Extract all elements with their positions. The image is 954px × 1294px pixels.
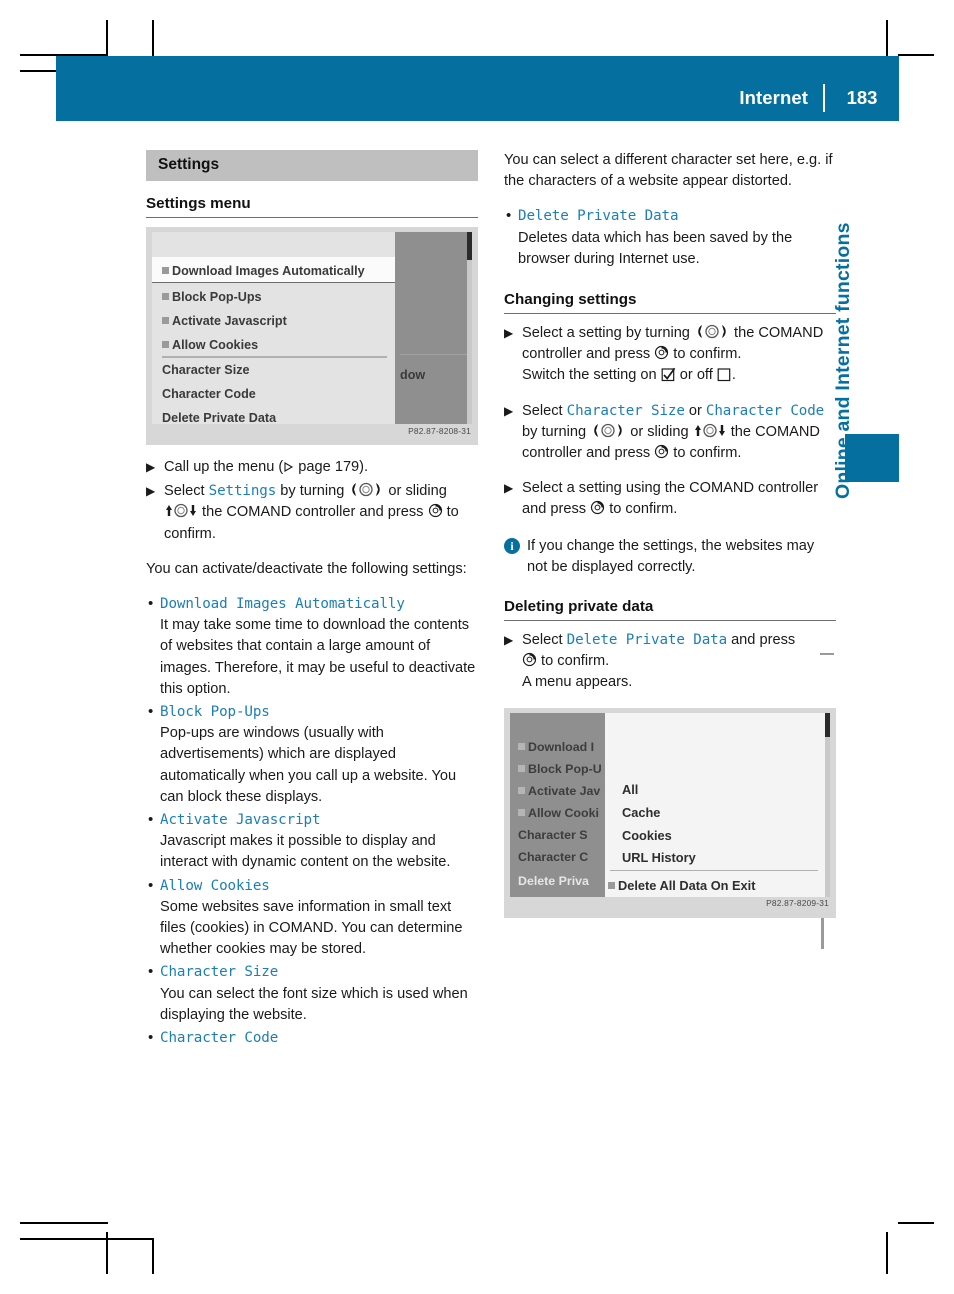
- cropmark-br-v: [886, 1232, 888, 1274]
- screen-menu-item-cookies: Cookies: [622, 827, 672, 843]
- screen-row-label: Block Pop-U: [528, 761, 602, 776]
- section-heading-settings: Settings: [146, 150, 478, 181]
- figure-caption: P82.87-8209-31: [766, 898, 829, 909]
- bullet-icon: •: [148, 595, 154, 613]
- list-item: [146, 810, 478, 831]
- screen-menu-item-cache: Cache: [622, 804, 661, 820]
- option-description: Javascript makes it possible to display and interact with dynamic content on the website.: [160, 833, 451, 871]
- screen-row-label: Download Images Automatically: [172, 264, 365, 278]
- comand-press-icon: [654, 444, 669, 459]
- option-description: It may take some time to download the contents of websites that contain a large amount of images. Therefore, it may be useful to deactivate this option.: [160, 617, 476, 697]
- checkbox-icon: [518, 809, 525, 816]
- sub-heading-settings-menu: Settings menu: [146, 195, 251, 212]
- delete-private-data-option: [504, 206, 836, 270]
- screen-row-block-popups: [518, 759, 602, 780]
- option-description: Some websites save information in small text files (cookies) in COMAND. You can determine whether cookies may be stored.: [160, 898, 463, 958]
- step-text-part: to confirm.: [669, 445, 742, 462]
- step-arrow-icon: ▶: [146, 484, 156, 499]
- figure-caption: P82.87-8208-31: [408, 425, 471, 436]
- checkbox-icon: [608, 882, 615, 889]
- screen-row-label: Allow Cooki: [528, 805, 599, 820]
- figure-settings-menu-screen: [152, 232, 472, 424]
- bullet-icon: •: [506, 207, 512, 225]
- figure-delete-screen: [510, 713, 830, 897]
- bullet-icon: •: [148, 876, 154, 894]
- step-call-up-menu: [146, 457, 478, 478]
- page-title: Internet: [739, 87, 808, 108]
- screen-right-panel: [395, 232, 467, 424]
- page-number: 183: [846, 87, 878, 108]
- comand-turn-icon: [590, 423, 626, 438]
- screen-row-label: Activate Jav: [528, 783, 601, 798]
- step-text-part: the COMAND controller and press: [522, 423, 820, 462]
- screen-row-delete-private-data: [162, 408, 276, 424]
- list-item: [146, 1028, 478, 1049]
- option-term: Allow Cookies: [160, 877, 270, 894]
- screen-row-character-code: [162, 384, 256, 405]
- sub-heading-deleting-private-data: Deleting private data: [504, 598, 654, 616]
- option-term: Activate Javascript: [160, 812, 321, 829]
- figure-settings-menu: [146, 227, 478, 445]
- step-arrow-icon: ▶: [504, 403, 514, 418]
- step-arrow-icon: ▶: [146, 460, 156, 474]
- step-text: Select Settings by turning or sliding the COMAND controller and press to confirm.: [164, 483, 459, 542]
- checkbox-icon: [162, 267, 169, 274]
- info-note-text: If you change the settings, the websites may not be displayed correctly.: [527, 537, 815, 575]
- cropmark-bl-h2: [20, 1238, 154, 1240]
- step-text-part: Select a setting by turning: [522, 325, 694, 342]
- screen-row-character-size: [162, 360, 250, 381]
- screen-row-character-size: [518, 825, 588, 846]
- screen-row-label: Allow Cookies: [172, 338, 259, 352]
- cropmark-bl-v2: [152, 1238, 154, 1274]
- heading-rule: [504, 313, 836, 314]
- screen-row-block-popups: [162, 287, 262, 308]
- screen-list-separator: [162, 356, 387, 358]
- side-tab-label: Online and Internet functions: [832, 222, 854, 499]
- left-column: [146, 150, 478, 1049]
- comand-press-icon: [654, 345, 669, 360]
- step-delete-private-data: [504, 630, 836, 694]
- cropmark-br-h: [898, 1222, 934, 1224]
- screen-row-delete-private-data: [518, 871, 589, 892]
- heading-rule: [504, 620, 836, 621]
- list-item: [504, 206, 836, 227]
- screen-row-download-images: [162, 261, 365, 282]
- checkbox-checked-icon: [661, 367, 676, 382]
- step-text-part: A menu appears.: [522, 674, 633, 691]
- settings-option-list: [146, 594, 478, 1049]
- step-text-part: or sliding: [626, 423, 693, 440]
- screen-menu-item-url-history: URL History: [622, 849, 696, 865]
- screen-row-label: Activate Javascript: [172, 314, 287, 328]
- step-text: [522, 325, 823, 383]
- step-arrow-icon: ▶: [504, 326, 514, 341]
- screen-side-fragment: dow: [400, 368, 426, 382]
- step-text-part: .: [731, 367, 736, 384]
- step-text-part: or: [684, 402, 706, 419]
- step-arrow-icon: ▶: [504, 633, 514, 648]
- step-text: [522, 632, 795, 690]
- screen-row-allow-cookies: [518, 803, 599, 824]
- step-text-part: Select: [522, 402, 567, 419]
- comand-turn-icon: [694, 324, 730, 339]
- cropmark-tl-v2: [152, 20, 154, 60]
- step-text-part: by turning: [522, 423, 591, 440]
- screen-row-label: Block Pop-Ups: [172, 290, 262, 304]
- screen-row-label: Character C: [518, 849, 589, 864]
- bullet-icon: •: [148, 1029, 154, 1047]
- right-column: [504, 150, 836, 930]
- comand-press-icon: [590, 500, 605, 515]
- info-note: [504, 536, 836, 578]
- step-text-part: to confirm.: [605, 501, 678, 518]
- step-select-setting-confirm: [504, 478, 836, 520]
- intro-paragraph: You can activate/deactivate the following settings:: [146, 560, 467, 577]
- checkbox-icon: [162, 317, 169, 324]
- option-term: Delete Private Data: [518, 208, 679, 225]
- header-inner: [739, 81, 899, 115]
- option-term: Download Images Automatically: [160, 596, 405, 613]
- option-description: You can select the font size which is used when displaying the website.: [160, 985, 468, 1023]
- page-ref-arrow-icon: [283, 461, 294, 473]
- screen-faint-rule: [400, 354, 468, 355]
- screen-row-label: Delete Priva: [518, 873, 589, 888]
- step-text-part: and press: [727, 632, 796, 649]
- sub-heading-changing-settings: Changing settings: [504, 291, 637, 309]
- ui-term-delete-private-data: Delete Private Data: [566, 632, 728, 649]
- step-text: [522, 403, 824, 461]
- step-text: Call up the menu ( page 179).: [164, 459, 369, 475]
- ui-term-settings-visible: Settings: [208, 483, 277, 500]
- ui-term-character-size: Character Size: [566, 402, 685, 419]
- screen-scrollbar-thumb: [467, 232, 472, 260]
- checkbox-unchecked-icon: [717, 367, 732, 382]
- step-text-part: Switch the setting on: [522, 367, 661, 384]
- checkbox-icon: [518, 765, 525, 772]
- step-text-part: to confirm.: [669, 346, 742, 363]
- step-text-part: Select: [522, 632, 567, 649]
- continued-paragraph: You can select a different character set here, e.g. if the characters of a website appear distorted.: [504, 152, 833, 190]
- info-icon: i: [504, 538, 520, 554]
- list-item: [146, 876, 478, 897]
- screen-scrollbar-thumb: [825, 713, 830, 737]
- option-term: Character Size: [160, 964, 279, 981]
- checkbox-icon: [162, 293, 169, 300]
- option-term: Character Code: [160, 1030, 279, 1047]
- comand-press-icon: [428, 503, 443, 518]
- checkbox-icon: [162, 341, 169, 348]
- bullet-icon: •: [148, 811, 154, 829]
- screen-row-label: Character Size: [162, 363, 250, 377]
- step-select-setting-turn: [504, 323, 836, 387]
- step-text-part: to confirm.: [537, 653, 610, 670]
- screen-menu-separator: [610, 870, 818, 871]
- page-header-bar: [56, 56, 899, 121]
- option-description: Pop-ups are windows (usually with advertisements) which are displayed automatically when you call up a website. You can block these displays.: [160, 725, 457, 805]
- step-arrow-icon: ▶: [504, 481, 514, 496]
- step-text-part: or off: [675, 367, 717, 384]
- cropmark-bl-h: [20, 1222, 108, 1224]
- cropmark-tr-v: [886, 20, 888, 60]
- screen-row-activate-javascript: [162, 311, 287, 332]
- option-term: Block Pop-Ups: [160, 704, 270, 721]
- cropmark-tr-h: [898, 54, 934, 56]
- screen-menu-item-all: All: [622, 781, 639, 797]
- ui-term-character-code: Character Code: [705, 402, 825, 419]
- list-item: [146, 962, 478, 983]
- figure-delete-private-data: [504, 708, 836, 918]
- step-text-part: the COMAND controller and press: [522, 325, 824, 363]
- comand-slide-icon: [164, 503, 198, 518]
- screen-menu-item-delete-all-on-exit: [608, 875, 756, 896]
- screen-row-label: Character S: [518, 827, 588, 842]
- screen-scrollbar-track: [825, 713, 830, 897]
- comand-slide-icon: [693, 423, 727, 438]
- screen-row-character-code: [518, 847, 588, 868]
- screen-scrollbar-track: [467, 232, 472, 424]
- list-item: [146, 594, 478, 615]
- screen-row-download-images: [518, 737, 594, 758]
- step-select-character-size-code: [504, 401, 836, 465]
- comand-turn-icon: [348, 482, 384, 497]
- screen-row-activate-javascript: [518, 781, 600, 802]
- bullet-icon: •: [148, 963, 154, 981]
- comand-press-icon: [522, 652, 537, 667]
- option-description: Deletes data which has been saved by the browser during Internet use.: [518, 229, 793, 267]
- screen-row-label: Character Code: [162, 387, 256, 401]
- heading-rule: [146, 217, 478, 218]
- screen-row-label: Download I: [528, 739, 595, 754]
- screen-row-label: Delete Private Data: [162, 411, 277, 424]
- screen-row-label: Delete All Data On Exit: [618, 877, 756, 893]
- checkbox-icon: [518, 787, 525, 794]
- step-text: [522, 480, 818, 517]
- screen-row-allow-cookies: [162, 335, 258, 356]
- bullet-icon: •: [148, 703, 154, 721]
- checkbox-icon: [518, 743, 525, 750]
- step-text-part: Select a setting using the COMAND controller and press: [522, 480, 819, 518]
- list-item: [146, 702, 478, 723]
- step-select-settings: [146, 481, 478, 545]
